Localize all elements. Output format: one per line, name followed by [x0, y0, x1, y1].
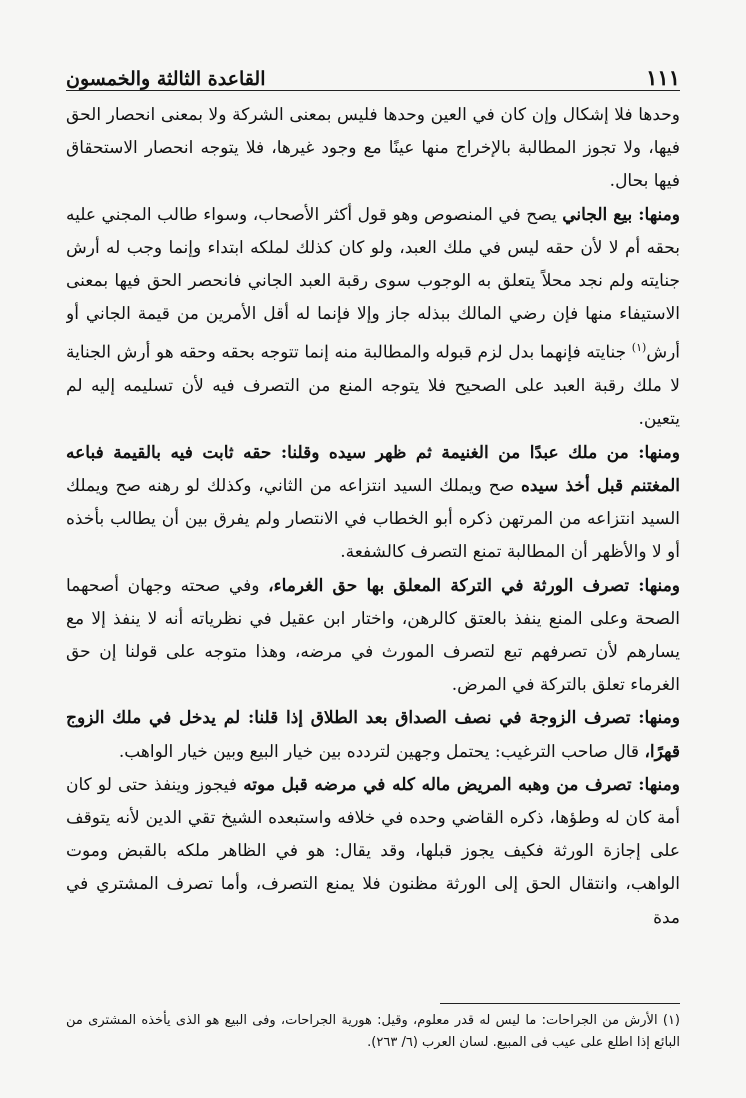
paragraph: [66, 99, 680, 199]
paragraph-text: فيجوز وينفذ حتى لو كان أمة كان له وطؤها، ذكره القاضي وحده في خلافه واستبعده الشيخ تقي الدين لأنه يتوقف على إجازة الورثة فكيف يجوز قبلها، وقد يقال: هو في الظاهر ملكه بالقبض وموت الواهب، وانتقال الحق إلى الورثة مظنون فلا يمنع التصرف، وأما تصرف المشتري في مدة: [66, 774, 680, 928]
chapter-title: القاعدة الثالثة والخمسون: [66, 68, 266, 90]
paragraph: [66, 769, 680, 935]
paragraph-text: وفي صحته وجهان أصحهما الصحة وعلى المنع ينفذ بالعتق كالرهن، واختار ابن عقيل في نظرياته أنه لا ينفذ إلا مع يسارهم لأن تصرفهم تبع لتصرف المورث في مرضه، وهذا متوجه على قولنا إن حق الغرماء تعلق بالتركة في المرض.: [66, 575, 680, 696]
page-body: [66, 99, 680, 969]
page-header: [66, 52, 680, 91]
paragraph: [66, 199, 680, 437]
paragraph-lead: ومنها: من ملك عبدًا من الغنيمة ثم ظهر سيده وقلنا: حقه ثابت فيه بالقيمة فباعه المغتنم قبل أخذ سيده: [66, 442, 680, 496]
paragraph-text-continued: جنايته فإنهما بدل لزم قبوله والمطالبة منه إنما تتوجه بحقه وحقه هو أرش الجناية لا ملك رقبة العبد على الصحيح فلا يتوجه المنع من التصرف فيه لأن تسليمه إليه لم يتعين.: [66, 343, 680, 430]
paragraph-text: صح ويملك السيد انتزاعه من الثاني، وكذلك لو رهنه صح ويملك السيد انتزاعه من المرتهن ذكره أبو الخطاب في الانتصار ولم يفرق بين أن يطالب بأخذه أو لا والأظهر أن المطالبة تمنع التصرف كالشفعة.: [66, 475, 680, 563]
paragraph-text: قال صاحب الترغيب: يحتمل وجهين لتردده بين خيار البيع وبين خيار الواهب.: [118, 741, 645, 762]
paragraph: [66, 437, 680, 570]
footnote: (١) الأرش من الجراحات: ما ليس له قدر معلوم، وقيل: هورية الجراحات، وفى البيع هو الذى يأخذه المشترى من البائع إذا اطلع على عيب فى المبيع. لسان العرب (٦/ ٢٦٣).: [66, 1013, 680, 1050]
footnote-marker: (١): [631, 341, 647, 355]
paragraph-text: وحدها فلا إشكال وإن كان في العين وحدها فليس بمعنى الشركة ولا بمعنى انحصار الحق فيها، ولا تجوز المطالبة بالإخراج منها عينًا مع وجود غيرها، فلا يتوجه انحصار الاستحقاق فيها بحال.: [66, 105, 680, 192]
paragraph-lead: ومنها: تصرف الورثة في التركة المعلق بها حق الغرماء،: [268, 575, 680, 596]
footnote-divider: [440, 1003, 680, 1004]
paragraph-text: يصح في المنصوص وهو قول أكثر الأصحاب، وسواء طالب المجني عليه بحقه أم لا لأن حقه ليس في ملك العبد، ولو كان كذلك لملكه ابتداء وإنما وجب له أرش جنايته ولم نجد محلاً يتعلق به الوجوب سوى رقبة العبد الجاني فانحصر الحق فيها بمعنى الاستيفاء منها فإن رضي المالك ببذله جاز وإلا فإنما له أقل الأمرين من قيمة الجاني أو أرش: [66, 204, 680, 364]
page-number: ١١١: [646, 65, 680, 90]
paragraph-lead: ومنها: بيع الجاني: [562, 204, 680, 225]
paragraph: [66, 702, 680, 768]
paragraph: [66, 570, 680, 703]
paragraph-lead: ومنها: تصرف من وهبه المريض ماله كله في مرضه قبل موته: [243, 774, 680, 795]
paragraph-lead: ومنها: تصرف الزوجة في نصف الصداق بعد الطلاق إذا قلنا: لم يدخل في ملك الزوج قهرًا،: [66, 708, 680, 762]
